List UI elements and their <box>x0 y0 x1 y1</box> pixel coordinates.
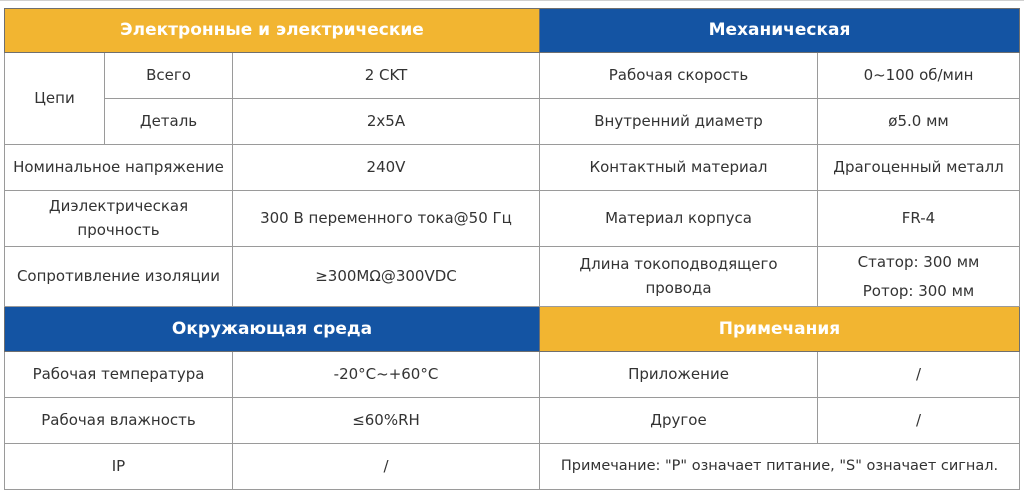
insulation-label: Сопротивление изоляции <box>4 247 233 307</box>
lead-length-value <box>818 247 1020 307</box>
lead-stator-value: Статор: 300 мм <box>857 253 980 271</box>
total-label: Всего <box>105 53 233 99</box>
lead-rotor-value: Ротор: 300 мм <box>862 281 975 300</box>
section-header-environment: Окружающая среда <box>4 307 540 352</box>
section-header-electrical: Электронные и электрические <box>4 8 540 53</box>
housing-label: Материал корпуса <box>540 191 818 247</box>
housing-value: FR-4 <box>818 191 1020 247</box>
dielectric-label: Диэлектрическая прочность <box>4 191 233 247</box>
application-label: Приложение <box>540 352 818 398</box>
temperature-label: Рабочая температура <box>4 352 233 398</box>
total-value: 2 CKT <box>233 53 540 99</box>
section-header-notes: Примечания <box>540 307 1020 352</box>
voltage-label: Номинальное напряжение <box>4 145 233 191</box>
humidity-label: Рабочая влажность <box>4 398 233 444</box>
section-header-mechanical: Механическая <box>540 8 1020 53</box>
part-label: Деталь <box>105 99 233 145</box>
diameter-value: ø5.0 мм <box>818 99 1020 145</box>
lead-length-label: Длина токоподводящего провода <box>540 247 818 307</box>
other-value: / <box>818 398 1020 444</box>
circuits-label: Цепи <box>4 53 105 145</box>
speed-value: 0~100 об/мин <box>818 53 1020 99</box>
ip-label: IP <box>4 444 233 490</box>
ip-value: / <box>233 444 540 490</box>
humidity-value: ≤60%RH <box>233 398 540 444</box>
insulation-value: ≥300MΩ@300VDC <box>233 247 540 307</box>
signal-remark: Примечание: "P" означает питание, "S" означает сигнал. <box>540 444 1020 490</box>
speed-label: Рабочая скорость <box>540 53 818 99</box>
application-value: / <box>818 352 1020 398</box>
voltage-value: 240V <box>233 145 540 191</box>
other-label: Другое <box>540 398 818 444</box>
diameter-label: Внутренний диаметр <box>540 99 818 145</box>
temperature-value: -20°C~+60°C <box>233 352 540 398</box>
part-value: 2x5A <box>233 99 540 145</box>
contact-value: Драгоценный металл <box>818 145 1020 191</box>
contact-label: Контактный материал <box>540 145 818 191</box>
dielectric-value: 300 В переменного тока@50 Гц <box>233 191 540 247</box>
